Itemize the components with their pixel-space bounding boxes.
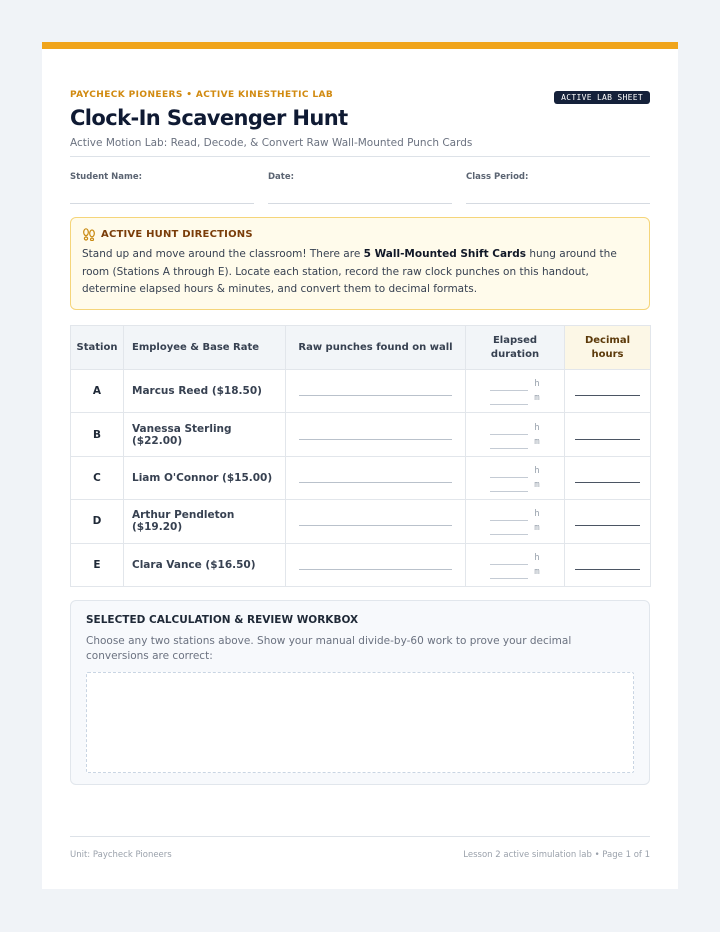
minutes-unit: m: [534, 479, 540, 490]
decimal-hours-input[interactable]: [565, 413, 651, 456]
calculation-workbox: [70, 600, 650, 785]
employee-cell: Marcus Reed ($18.50): [124, 370, 286, 413]
stations-table: [70, 325, 651, 587]
station-cell: E: [71, 543, 124, 586]
header-decimal-line1: Decimal: [584, 334, 631, 346]
elapsed-input[interactable]: [466, 413, 565, 456]
hours-unit: h: [534, 552, 540, 563]
student-name-label: Student Name:: [70, 172, 143, 182]
raw-punches-input[interactable]: [286, 543, 466, 586]
footer-divider: [70, 836, 650, 837]
footer-unit: Unit: Paycheck Pioneers: [70, 850, 172, 860]
employee-cell: Vanessa Sterling ($22.00): [124, 413, 286, 456]
header-decimal-line2: hours: [591, 348, 624, 360]
minutes-unit: m: [534, 523, 540, 534]
workbox-answer-area[interactable]: [86, 672, 634, 773]
table-row: [71, 500, 651, 543]
elapsed-input[interactable]: [466, 456, 565, 499]
workbox-instructions: Choose any two stations above. Show your manual divide-by-60 work to prove your decimal conversions are correct:: [86, 635, 572, 662]
directions-text: [82, 246, 638, 299]
header-elapsed-line1: Elapsed: [492, 334, 538, 346]
hours-unit: h: [534, 422, 540, 433]
hours-unit: h: [534, 509, 540, 520]
station-cell: A: [71, 370, 124, 413]
class-period-label: Class Period:: [466, 172, 529, 182]
directions-title: ACTIVE HUNT DIRECTIONS: [101, 229, 253, 240]
station-cell: B: [71, 413, 124, 456]
student-name-field[interactable]: [70, 172, 254, 204]
elapsed-input[interactable]: [466, 543, 565, 586]
raw-punches-input[interactable]: [286, 413, 466, 456]
table-row: [71, 543, 651, 586]
raw-punches-input[interactable]: [286, 456, 466, 499]
station-cell: D: [71, 500, 124, 543]
header-divider: [70, 156, 650, 157]
footer-page-info: Lesson 2 active simulation lab • Page 1 of 1: [463, 850, 650, 860]
table-row: [71, 456, 651, 499]
class-period-field[interactable]: [466, 172, 650, 204]
date-field[interactable]: [268, 172, 452, 204]
worksheet-page: [42, 42, 678, 889]
table-row: [71, 370, 651, 413]
directions-heading: [82, 228, 638, 241]
table-header-row: [71, 326, 651, 370]
header-station: Station: [71, 326, 124, 370]
directions-text-end: hung around the room (Stations A through E). Locate each station, record the raw clock punches on this handout, determine elapsed hours & minutes, and convert them to decimal formats.: [82, 248, 617, 295]
elapsed-input[interactable]: [466, 500, 565, 543]
directions-text-start: Stand up and move around the classroom! There are: [82, 248, 364, 260]
minutes-unit: m: [534, 393, 540, 404]
decimal-hours-input[interactable]: [565, 500, 651, 543]
employee-cell: Arthur Pendleton ($19.20): [124, 500, 286, 543]
hours-unit: h: [534, 465, 540, 476]
minutes-unit: m: [534, 436, 540, 447]
header-raw-punches: Raw punches found on wall: [286, 326, 466, 370]
header-employee: Employee & Base Rate: [124, 326, 286, 370]
employee-cell: Clara Vance ($16.50): [124, 543, 286, 586]
decimal-hours-input[interactable]: [565, 456, 651, 499]
unit-eyebrow: PAYCHECK PIONEERS • ACTIVE KINESTHETIC LAB: [70, 90, 334, 100]
footsteps-icon: [82, 228, 96, 241]
page-title: Clock-In Scavenger Hunt: [70, 106, 348, 130]
page-subtitle: Active Motion Lab: Read, Decode, & Convert Raw Wall-Mounted Punch Cards: [70, 137, 473, 149]
minutes-unit: m: [534, 566, 540, 577]
lab-sheet-badge: ACTIVE LAB SHEET: [554, 91, 650, 104]
directions-box: [70, 217, 650, 310]
raw-punches-input[interactable]: [286, 500, 466, 543]
date-label: Date:: [268, 172, 295, 182]
directions-text-bold: 5 Wall-Mounted Shift Cards: [363, 248, 526, 260]
decimal-hours-input[interactable]: [565, 543, 651, 586]
header-elapsed: [466, 326, 565, 370]
table-row: [71, 413, 651, 456]
header-elapsed-line2: duration: [490, 348, 540, 360]
station-cell: C: [71, 456, 124, 499]
decimal-hours-input[interactable]: [565, 370, 651, 413]
elapsed-input[interactable]: [466, 370, 565, 413]
header-decimal: [565, 326, 651, 370]
hours-unit: h: [534, 379, 540, 390]
raw-punches-input[interactable]: [286, 370, 466, 413]
employee-cell: Liam O'Connor ($15.00): [124, 456, 286, 499]
workbox-title: SELECTED CALCULATION & REVIEW WORKBOX: [86, 614, 359, 626]
